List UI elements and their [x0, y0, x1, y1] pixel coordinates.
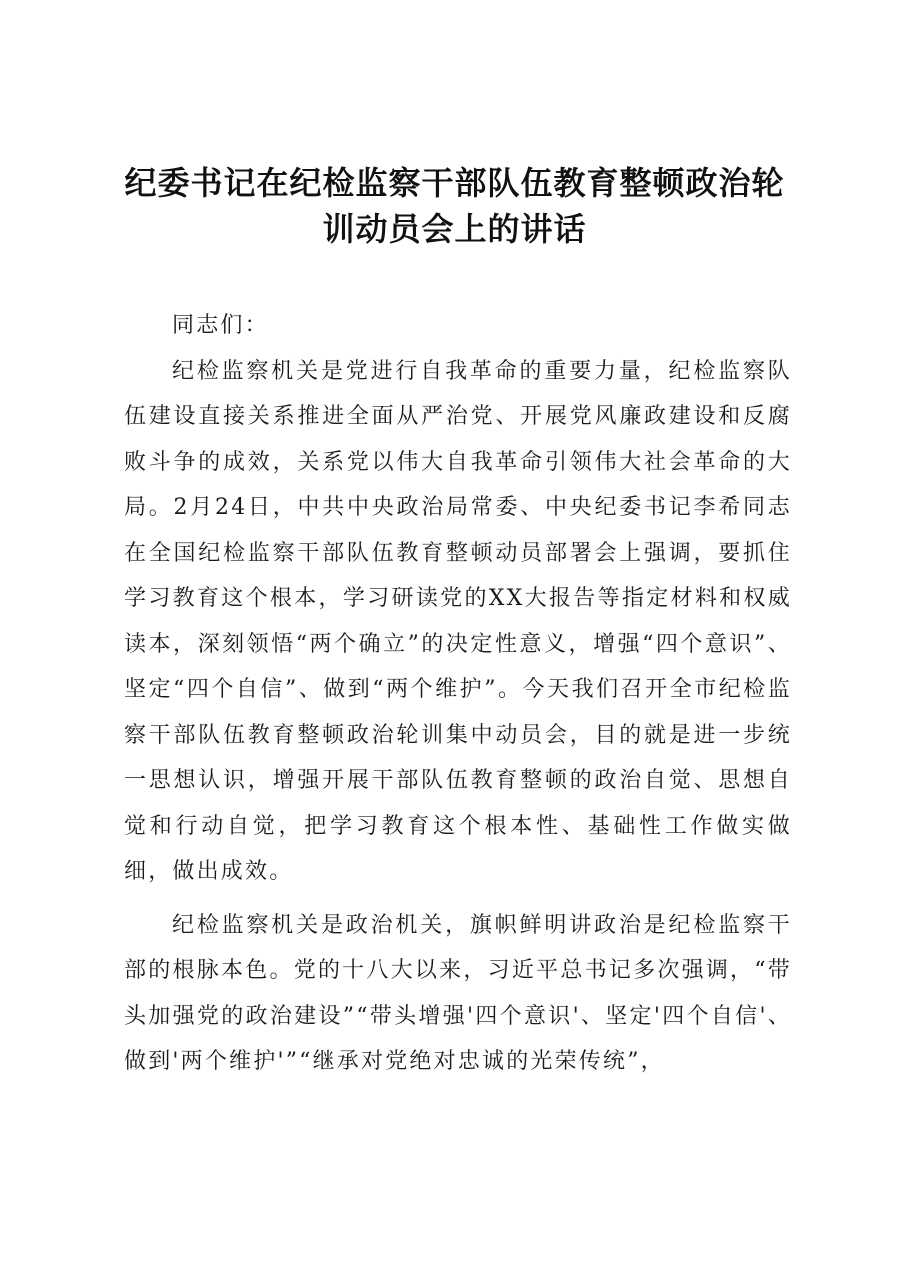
document-title	[100, 160, 809, 252]
paragraph-1: 纪检监察机关是党进行自我革命的重要力量，纪检监察队伍建设直接关系推进全面从严治党、开展党风廉政建设和反腐败斗争的成效，关系党以伟大自我革命引领伟大社会革命的大局。2月24日，中共中央政治局常委、中央纪委书记李希同志在全国纪检监察干部队伍教育整顿动员部署会上强调，要抓住学习教育这个根本，学习研读党的XX大报告等指定材料和权威读本，深刻领悟“两个确立”的决定性意义，增强“四个意识”、坚定“四个自信”、做到“两个维护”。今天我们召开全市纪检监察干部队伍教育整顿政治轮训集中动员会，目的就是进一步统一思想认识，增强开展干部队伍教育整顿的政治自觉、思想自觉和行动自觉，把学习教育这个根本性、基础性工作做实做细，做出成效。	[124, 358, 792, 884]
title-line-2: 训动员会上的讲话	[322, 210, 587, 248]
document-body	[124, 303, 792, 1093]
greeting: 同志们：	[172, 313, 269, 338]
title-line-1: 纪委书记在纪检监察干部队伍教育整顿政治轮	[124, 164, 785, 202]
paragraph-2: 纪检监察机关是政治机关，旗帜鲜明讲政治是纪检监察干部的根脉本色。党的十八大以来，习近平总书记多次强调，“带头加强党的政治建设”“带头增强'四个意识'、坚定'四个自信'、做到'两个维护'”“继承对党绝对忠诚的光荣传统”，	[124, 912, 792, 1074]
